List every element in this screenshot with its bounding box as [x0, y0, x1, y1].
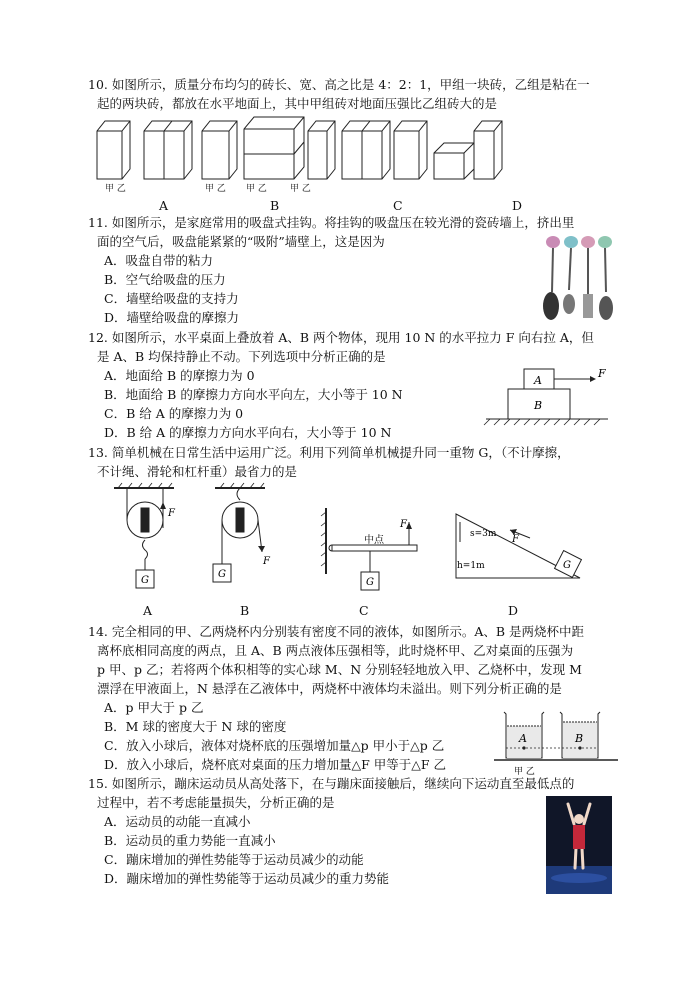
q12-line2: 是 A、B 均保持静止不动。下列选项中分析正确的是	[97, 349, 386, 364]
q14-option-b: B．M 球的密度大于 N 球的密度	[104, 719, 287, 734]
q12-fig-label-a: A	[534, 374, 542, 387]
q13-line1: 13. 简单机械在日常生活中运用广泛。利用下列简单机械提升同一重物 G，（不计摩擦，	[88, 445, 570, 460]
q14-beakers-figure	[492, 704, 622, 776]
q13-fig-d-label-g: G	[563, 560, 571, 571]
q14-fig-label-b: B	[575, 732, 584, 745]
q13-fig-c-midpoint: 中点	[364, 535, 384, 546]
q14-fig-label-jia-yi: 甲 乙	[514, 767, 535, 776]
q10-option-d: D	[512, 198, 523, 213]
q10-line2: 起的两块砖，都放在水平地面上，其中甲组砖对地面压强比乙组砖大的是	[97, 96, 498, 111]
q11-option-a: A．吸盘自带的粘力	[104, 253, 214, 268]
q12-line1: 12. 如图所示，水平桌面上叠放着 A、B 两个物体，现用 10 N 的水平拉力 F 向右拉 A，但	[88, 330, 594, 345]
q15-option-b: B．运动员的重力势能一直减小	[104, 833, 276, 848]
q13-machines-figure	[100, 482, 600, 602]
q10-line1: 10. 如图所示，质量分布均匀的砖长、宽、高之比是 4：2：1，甲组一块砖，乙组是粘在一	[88, 77, 590, 92]
q14-fig-label-a: A	[519, 732, 527, 745]
q10-option-c: C	[393, 198, 403, 213]
q13-fig-d-label-f: F	[512, 534, 519, 545]
q13-fig-b-label-f: F	[263, 556, 270, 567]
q12-fig-label-b: B	[534, 399, 543, 412]
q12-option-b: B．地面给 B 的摩擦力方向水平向左，大小等于 10 N	[104, 387, 403, 402]
q15-option-d: D．蹦床增加的弹性势能等于运动员减少的重力势能	[104, 871, 390, 886]
q10-option-b: B	[270, 198, 280, 213]
q13-fig-a-label-f: F	[168, 508, 175, 519]
q14-line1: 14. 完全相同的甲、乙两烧杯内分别装有密度不同的液体，如图所示。A、B 是两烧杯中距	[88, 624, 585, 639]
q10-group-label-c: 甲 乙	[290, 184, 311, 194]
q13-option-d: D	[508, 603, 519, 618]
q10-group-label-b1: 甲 乙	[205, 184, 226, 194]
q10-group-label-b2: 甲 乙	[246, 184, 267, 194]
q13-line2: 不计绳、滑轮和杠杆重）最省力的是	[97, 464, 298, 479]
q14-line4: 漂浮在甲液面上，N 悬浮在乙液体中，两烧杯中液体均未溢出。则下列分析正确的是	[97, 681, 562, 696]
trampoline-athlete-photo	[546, 796, 612, 894]
q12-option-a: A．地面给 B 的摩擦力为 0	[104, 368, 255, 383]
suction-hooks-photo	[540, 232, 620, 324]
q10-option-a: A	[159, 198, 169, 213]
q14-line3: p 甲、p 乙；若将两个体积相等的实心球 M、N 分别轻轻地放入甲、乙烧杯中，发现 M	[97, 662, 582, 677]
q12-fig-label-f: F	[598, 367, 606, 380]
q15-line2: 过程中，若不考虑能量损失，分析正确的是	[97, 795, 335, 810]
q10-bricks-figure	[92, 113, 512, 183]
q13-fig-b-label-g: G	[218, 569, 226, 580]
q15-option-c: C．蹦床增加的弹性势能等于运动员减少的动能	[104, 852, 364, 867]
q12-option-d: D．B 给 A 的摩擦力方向水平向右，大小等于 10 N	[104, 425, 392, 440]
q14-option-a: A．p 甲大于 p 乙	[104, 700, 204, 715]
q15-option-a: A．运动员的动能一直减小	[104, 814, 251, 829]
q11-option-d: D．墙壁给吸盘的摩擦力	[104, 310, 240, 325]
q13-option-a: A	[143, 603, 153, 618]
q11-line1: 11. 如图所示，是家庭常用的吸盘式挂钩。将挂钩的吸盘压在较光滑的瓷砖墙上，挤出里	[88, 215, 575, 230]
q11-line2: 面的空气后，吸盘能紧紧的“吸附”墙壁上，这是因为	[97, 234, 385, 249]
q13-option-b: B	[240, 603, 250, 618]
q13-fig-d-height: h=1m	[457, 561, 485, 571]
q15-line1: 15. 如图所示，蹦床运动员从高处落下，在与蹦床面接触后，继续向下运动直至最低点的	[88, 776, 575, 791]
q13-option-c: C	[359, 603, 369, 618]
q13-fig-d-length: s=3m	[470, 529, 497, 539]
q13-fig-a-label-g: G	[141, 575, 149, 586]
q14-option-d: D．放入小球后，烧杯底对桌面的压力增加量△F 甲等于△F 乙	[104, 757, 447, 772]
q11-option-c: C．墙壁给吸盘的支持力	[104, 291, 239, 306]
q10-group-label-a: 甲 乙	[105, 184, 126, 194]
q14-line2: 离杯底相同高度的两点，且 A、B 两点液体压强相等，此时烧杯甲、乙对桌面的压强为	[97, 643, 574, 658]
q12-option-c: C．B 给 A 的摩擦力为 0	[104, 406, 244, 421]
q12-stacked-blocks-figure	[478, 364, 618, 426]
q14-option-c: C．放入小球后，液体对烧杯底的压强增加量△p 甲小于△p 乙	[104, 738, 445, 753]
q13-fig-c-label-f: F	[400, 519, 407, 530]
q13-fig-c-label-g: G	[366, 577, 374, 588]
q11-option-b: B．空气给吸盘的压力	[104, 272, 226, 287]
